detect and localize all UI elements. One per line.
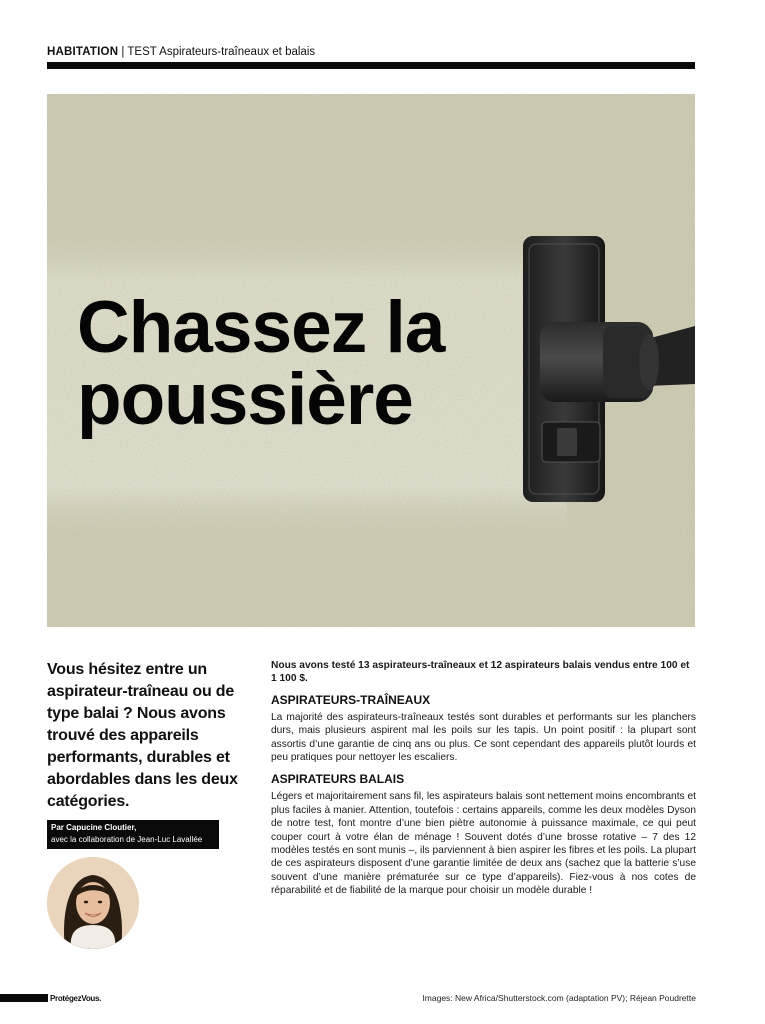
article-body (271, 659, 696, 906)
image-credits: Images: New Africa/Shutterstock.com (adaptation PV); Réjean Poudrette (422, 993, 696, 1003)
headline (77, 287, 445, 440)
author-avatar (47, 857, 139, 949)
header-subtitle: TEST Aspirateurs-traîneaux et balais (127, 46, 316, 58)
section-label: HABITATION (47, 46, 119, 58)
footer-brand: ProtégezVous. (50, 993, 102, 1003)
section-heading-balais: ASPIRATEURS BALAIS (271, 772, 405, 787)
headline-line-2: poussière (77, 359, 413, 440)
headline-line-1: Chassez la (77, 287, 445, 368)
header-rule (47, 62, 695, 69)
footer-logo-bar (0, 994, 48, 1002)
footer-logo (0, 993, 101, 1003)
author-portrait-icon (47, 857, 139, 949)
section-text-balais: Légers et majoritairement sans fil, les aspirateurs balais sont nettement moins encombrants et plus faciles à manier. Attention, toutefois : certains appareils, comme les deux modèles Dyson de notre test, font montre d’une bien piètre autonomie à puissance maximale, ce qui peut couper court à votre élan de ménage ! Souvent dotés d’une brosse rotative – 7 des 12 modèles testés en sont munis –, ils parviennent à bien aspirer les fibres et les poils. La plupart de ces aspirateurs disposent d’une garantie limitée de deux ans (sachez que la batterie s’use souvent d’une manière prématurée sur ce type d’appareils). Fiez-vous à nos cotes de réparabilité et de fiabilité de la marque pour choisir un modèle durable ! (271, 791, 696, 897)
section-text-traineaux: La majorité des aspirateurs-traîneaux testés sont durables et performants sur les planchers durs, mais plusieurs aspirent mal les poils sur les tapis. Un point positif : la plupart sont assortis d’une garantie de cinq ans ou plus. Ce sont cependant des appareils plutôt lourds et peu pratiques pour nettoyer les escaliers. (271, 711, 696, 764)
byline (47, 820, 219, 849)
section-heading-traineaux: ASPIRATEURS-TRAÎNEAUX (271, 692, 431, 707)
header-separator: | (121, 46, 125, 58)
page-header (47, 45, 695, 59)
byline-collaboration: avec la collaboration de Jean-Luc Lavallée (51, 835, 203, 844)
article-intro: Nous avons testé 13 aspirateurs-traîneaux et 12 aspirateurs balais vendus entre 100 et 1 100 $. (271, 660, 690, 685)
byline-author: Par Capucine Cloutier, (51, 823, 137, 832)
hero-image (47, 94, 695, 627)
lede-text: Vous hésitez entre un aspirateur-traîneau ou de type balai ? Nous avons trouvé des appareils performants, durables et abordables dans les deux catégories. (47, 661, 238, 810)
